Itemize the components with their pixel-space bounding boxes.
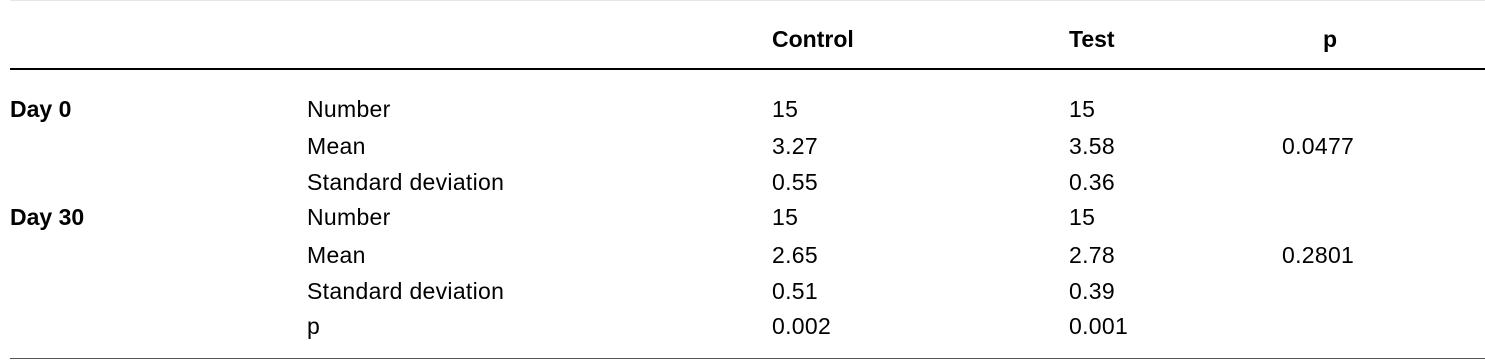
test-value: 0.001 xyxy=(1069,313,1129,339)
row-label: Number xyxy=(307,96,391,122)
test-value: 15 xyxy=(1069,96,1096,122)
table-top-rule xyxy=(10,0,1485,1)
row-label: Mean xyxy=(307,242,366,268)
column-header-control: Control xyxy=(772,26,854,52)
p-value: 0.2801 xyxy=(1282,242,1355,268)
group-label: Day 30 xyxy=(10,204,85,230)
test-value: 3.58 xyxy=(1069,133,1115,159)
control-value: 0.55 xyxy=(772,169,818,195)
test-value: 0.36 xyxy=(1069,169,1115,195)
control-value: 15 xyxy=(772,96,799,122)
test-value: 2.78 xyxy=(1069,242,1115,268)
column-header-test: Test xyxy=(1069,26,1115,52)
control-value: 2.65 xyxy=(772,242,818,268)
test-value: 0.39 xyxy=(1069,278,1115,304)
table-header-rule xyxy=(10,68,1485,70)
row-label: p xyxy=(307,313,321,339)
test-value: 15 xyxy=(1069,204,1096,230)
row-label: Standard deviation xyxy=(307,169,505,195)
row-label: Mean xyxy=(307,133,366,159)
column-header-p: p xyxy=(1323,26,1338,52)
control-value: 0.51 xyxy=(772,278,818,304)
group-label: Day 0 xyxy=(10,96,72,122)
row-label: Number xyxy=(307,204,391,230)
p-value: 0.0477 xyxy=(1282,133,1355,159)
control-value: 0.002 xyxy=(772,313,832,339)
row-label: Standard deviation xyxy=(307,278,505,304)
control-value: 15 xyxy=(772,204,799,230)
control-value: 3.27 xyxy=(772,133,818,159)
table-bottom-rule xyxy=(10,358,1485,359)
